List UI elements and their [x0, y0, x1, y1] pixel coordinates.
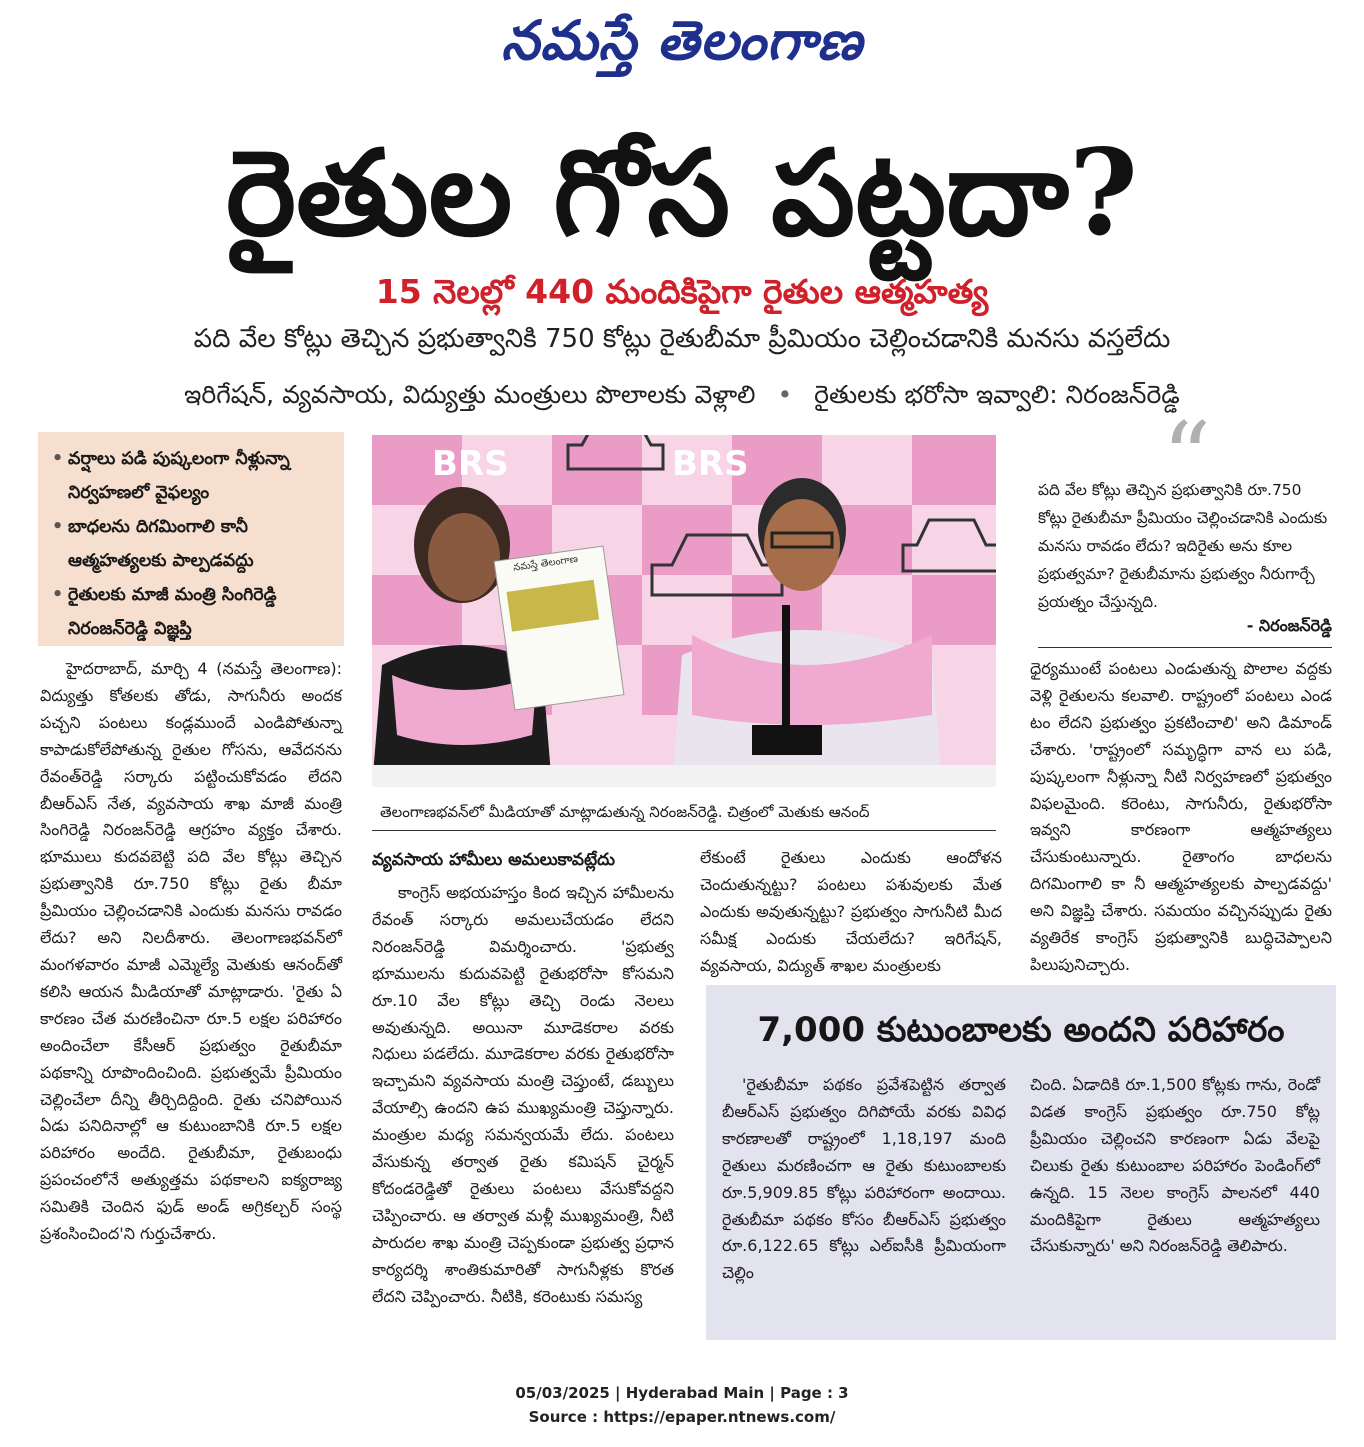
section-subhead: వ్యవసాయ హామీలు అమలుకావట్లేదు — [372, 850, 615, 870]
article-column-4 — [1030, 656, 1332, 976]
subheadline-2-part-b: రైతులకు భరోసా ఇవ్వాలి: నిరంజన్‌రెడ్డి — [814, 380, 1180, 409]
kicker-line: 15 నెలల్లో 440 మందికిపైగా రైతుల ఆత్మహత్య — [375, 272, 989, 311]
quote-mark-icon: “ — [1162, 402, 1212, 514]
masthead-logo: నమస్తే తెలంగాణ — [501, 8, 863, 72]
highlights-box — [38, 432, 344, 646]
subheadline-1: పది వేల కోట్లు తెచ్చిన ప్రభుత్వానికి 750 కోట్లు రైతుబీమా ప్రీమియం చెల్లించడానికి మనసు వస్తలేదు — [193, 324, 1171, 354]
brs-banner-text: BRS — [432, 444, 509, 484]
sidebar-box-paragraph: 'రైతుబీమా పథకం ప్రవేశపెట్టిన తర్వాత బీఆర్‌ఎస్ ప్రభుత్వం దిగిపోయే వరకు వివిధ కారణాలతో రాష్ట్రంలో 1,18,197 మంది రైతులు మరణించగా ఆ రైతు కుటుంబాలకు రూ.5,909.85 కోట్లు పరిహారంగా అందాయి. రైతుబీమా పథకం కోసం బీఆర్‌ఎస్ ప్రభుత్వం రూ.6,122.65 కోట్లు ఎల్‌ఐసీకి ప్రీమియంగా చెల్లిం — [722, 1075, 1006, 1283]
brs-banner-text: BRS — [672, 444, 749, 484]
pull-quote: పది వేల కోట్లు తెచ్చిన ప్రభుత్వానికి రూ.750 కోట్లు రైతుబీమా ప్రీమియం చెల్లించడానికి ఎందుకు మనసు రావడం లేదు? ఇదిరైతు అను కూల ప్రభుత్వమా? రైతుబీమాను ప్రభుత్వం నీరుగార్చే ప్రయత్నం చేస్తున్నది. — [1038, 481, 1328, 611]
highlight-item: • వర్షాలు పడి పుష్కలంగా నీళ్లున్నా నిర్వహణలో వైఫల్యం — [52, 442, 334, 510]
highlight-item: • రైతులకు మాజీ మంత్రి సింగిరెడ్డి నిరంజన్‌రెడ్డి విజ్ఞప్తి — [52, 578, 334, 646]
column-1-text: హైదరాబాద్, మార్చి 4 (నమస్తే తెలంగాణ): విద్యుత్తు కోతలకు తోడు, సాగునీరు అందక పచ్చని పంటలు కండ్లముందే ఎండిపోతున్నా కాపాడుకోలేపోతున్న రైతుల గోసను, ఆవేదనను రేవంత్‌రెడ్డి సర్కారు పట్టించుకోవడం లేదని బీఆర్‌ఎస్ నేత, వ్యవసాయ శాఖ మాజీ మంత్రి సింగిరెడ్డి నిరంజన్‌రెడ్డి ఆగ్రహం వ్యక్తం చేశారు. భూములు కుదవబెట్టి పది వేల కోట్లు తెచ్చిన ప్రభుత్వానికి రూ.750 కోట్లు రైతు బీమా ప్రీమియం చెల్లించడానికి ఎందుకు మనసు రావడం లేదు? అని నిలదీశారు. తెలంగాణభవన్‌లో మంగళవారం మాజీ ఎమ్మెల్యే మెతుకు ఆనంద్‌తో కలిసి ఆయన మీడియాతో మాట్లాడారు. 'రైతు ఏ కారణం చేత మరణించినా రూ.5 లక్షల పరిహారం అందించేలా కేసీఆర్ ప్రభుత్వం రైతుబీమా పథకాన్ని రూపొందించింది. ప్రభుత్వమే ప్రీమియం చెల్లించేలా దీన్ని తీర్చిదిద్దింది. రైతు చనిపోయిన ఏడు పనిదినాల్లో ఆ కుటుంబానికి రూ.5 లక్షల పరిహారం అందేది. రైతుబీమా, రైతుబంధు ప్రపంచంలోనే అత్యుత్తమ పథకాలని ఐక్యరాజ్య సమితికి చెందిన ఫుడ్ అండ్ అగ్రికల్చర్ సంస్థ ప్రశంసించింద'ని గుర్తుచేశారు. — [40, 659, 342, 1244]
sidebar-box-title: 7,000 కుటుంబాలకు అందని పరిహారం — [757, 1010, 1285, 1050]
pull-quote-attribution: - నిరంజన్‌రెడ్డి — [1246, 616, 1332, 635]
held-newspaper-title: నమస్తే తెలంగాణ — [512, 553, 579, 574]
sidebar-box-paragraph: చింది. ఏడాదికి రూ.1,500 కోట్లకు గాను, రెండో విడత కాంగ్రెస్ ప్రభుత్వం రూ.750 కోట్ల ప్రీమియం చెల్లించని కారణంగా ఏడు వేలపై చిలుకు రైతు కుటుంబాల పరిహారం పెండింగ్‌లో ఉన్నది. 15 నెలల కాంగ్రెస్ పాలనలో 440 మందికిపైగా రైతులు ఆత్మహత్యలు చేసుకున్నారు' అని నిరంజన్‌రెడ్డి తెలిపారు. — [1030, 1075, 1320, 1256]
press-conference-photo — [372, 435, 996, 787]
column-4-text: ధైర్యముంటే పంటలు ఎండుతున్న పొలాల వద్దకు వెళ్లి రైతులను కలవాలి. రాష్ట్రంలో పంటలు ఎండ టం లేదని ప్రభుత్వం ప్రకటించాలి' అని డిమాండ్ చేశారు. 'రాష్ట్రంలో సమృద్ధిగా వాన లు పడి, పుష్కలంగా నీళ్లున్నా నీటి నిర్వహణలో ప్రభుత్వం విఫలమైంది. కరెంటు, సాగునీరు, రైతుభరోసా ఇవ్వని కారణంగా ఆత్మహత్యలు చేసుకుంటున్నారు. రైతాంగం బాధలను దిగమింగాలి కా నీ ఆత్మహత్యలకు పాల్పడవద్దు' అని విజ్ఞప్తి చేశారు. సమయం వచ్చినప్పుడు రైతు వ్యతిరేక కాంగ్రెస్ ప్రభుత్వానికి బుద్ధిచెప్పాలని పిలుపునిచ్చారు. — [1030, 659, 1332, 974]
sidebar-box-text-left — [722, 1072, 1006, 1332]
article-column-3 — [700, 845, 1002, 980]
sidebar-box-text-right — [1030, 1072, 1320, 1332]
highlight-item: • బాధలను దిగమింగాలి కానీ ఆత్మహత్యలకు పాల్పడవద్దు — [52, 510, 334, 578]
footer-date-page: 05/03/2025 | Hyderabad Main | Page : 3 — [515, 1384, 849, 1402]
caption-divider — [372, 830, 996, 831]
quote-divider — [1038, 647, 1332, 648]
photo-caption: తెలంగాణభవన్‌లో మీడియాతో మాట్లాడుతున్న నిరంజన్‌రెడ్డి. చిత్రంలో మెతుకు ఆనంద్ — [380, 803, 870, 821]
footer-source-link[interactable]: Source : https://epaper.ntnews.com/ — [528, 1408, 836, 1426]
article-column-1 — [40, 656, 342, 1364]
headline: రైతుల గోస పట్టదా? — [225, 123, 1139, 262]
subheadline-2 — [30, 380, 1334, 416]
column-2-text: కాంగ్రెస్ అభయహస్తం కింద ఇచ్చిన హామీలను రేవంత్ సర్కారు అమలుచేయడం లేదని నిరంజన్‌రెడ్డి విమర్శించారు. 'ప్రభుత్వ భూములను కుదువపెట్టి రైతుభరోసా కోసమని రూ.10 వేల కోట్లు తెచ్చి రెండు నెలలు అవుతున్నది. అయినా మూడెకరాల వరకు నిధులు పడలేదు. మూడెకరాల వరకు రైతుభరోసా ఇచ్చామని వ్యవసాయ మంత్రి చెప్తుంటే, డబ్బులు వేయాల్సి ఉందని ఉప ముఖ్యమంత్రి చెప్తున్నారు. మంత్రుల మధ్య సమన్వయమే లేదు. పంటలు వేసుకున్న తర్వాత రైతు కమిషన్ చైర్మన్ కోదండరెడ్డితో రైతులు పంటలు వేసుకోవద్దని చెప్పించారు. ఆ తర్వాత మళ్లీ ముఖ్యమంత్రి, నీటి పారుదల శాఖ మంత్రి చెప్పకుండా ప్రభుత్వ ప్రధాన కార్యదర్శి శాంతికుమారితో సాగునీళ్లకు కొరత లేదని చెప్పించారు. నీటికి, కరెంటుకు సమస్య — [372, 883, 674, 1306]
subheadline-2-part-a: ఇరిగేషన్, వ్యవసాయ, విద్యుత్తు మంత్రులు పొలాలకు వెళ్లాలి — [184, 380, 756, 409]
news-photo — [372, 435, 996, 787]
separator-dot: • — [777, 380, 793, 409]
article-column-2 — [372, 880, 674, 1364]
column-3-text: లేకుంటే రైతులు ఎందుకు ఆందోళన చెందుతున్నట్టు? పంటలు పశువులకు మేత ఎందుకు అవుతున్నట్టు? ప్రభుత్వం సాగునీటి మీద సమీక్ష ఎందుకు చేయలేదు? ఇరిగేషన్, వ్యవసాయ, విద్యుత్ శాఖల మంత్రులకు — [700, 848, 1002, 975]
